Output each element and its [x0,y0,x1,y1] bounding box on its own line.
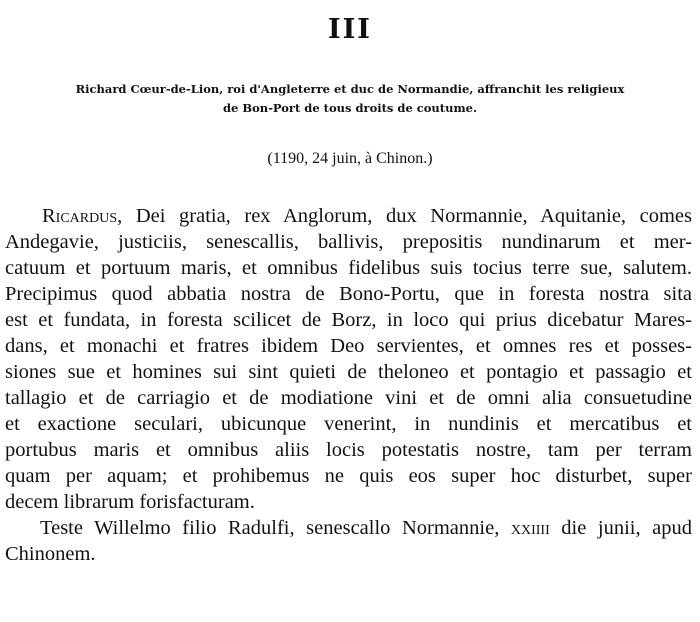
witness-text-after: die junii, apud [549,517,693,539]
witness-last-line: Chinonem. [5,543,96,565]
charter-line: dans, et monachi et fratres ibidem Deo servientes, et omnes res et posses- [5,335,692,357]
charter-number: III [328,14,372,45]
witness-text-before: Teste Willelmo filio Radulfi, senescallo Normannie, [40,517,511,539]
charter-line-1 [0,203,700,229]
heading-line-2: de Bon-Port de tous droits de coutume. [223,101,477,115]
charter-line-last: decem librarum forisfacturam. [5,491,255,513]
witness-line [0,515,700,541]
charter-line: quam per aquam; et prohibemus ne quis eos super hoc disturbet, super [5,465,692,487]
charter-line: tallagio et de carriagio et de modiatione vini et de omni alia consuetudine [5,387,692,409]
charter-line: Andegavie, justiciis, senescallis, ballivis, prepositis nundinarum et mer- [5,231,692,253]
charter-text [0,203,700,567]
charter-line: siones sue et homines sui sint quieti de theloneo et pontagio et passagio et [5,361,692,383]
charter-first-line-rest: , Dei gratia, rex Anglorum, dux Normannie, Aquitanie, comes [117,205,692,227]
charter-line: et exactione seculari, ubicunque venerint, in nundinis et mercatibus et [5,413,692,435]
charter-line: catuum et portuum maris, et omnibus fidelibus suis tocius terre sue, salutem. [5,257,692,279]
witness-day-numeral: xxiiii [510,517,550,539]
heading-line-1: Richard Cœur-de-Lion, roi d'Angleterre et duc de Normandie, affranchit les religieux [75,82,625,96]
charter-heading [6,80,694,118]
charter-line: Precipimus quod abbatia nostra de Bono-Portu, que in foresta nostra sita [5,283,692,305]
charter-date: (1190, 24 juin, à Chinon.) [267,150,433,167]
charter-line: portubus maris et omnibus aliis locis potestatis nostre, tam per terram [5,439,692,461]
charter-line: est et fundata, in foresta scilicet de Borz, in loco qui prius dicebatur Mares- [5,309,692,331]
charter-first-word: Ricardus [42,205,118,227]
